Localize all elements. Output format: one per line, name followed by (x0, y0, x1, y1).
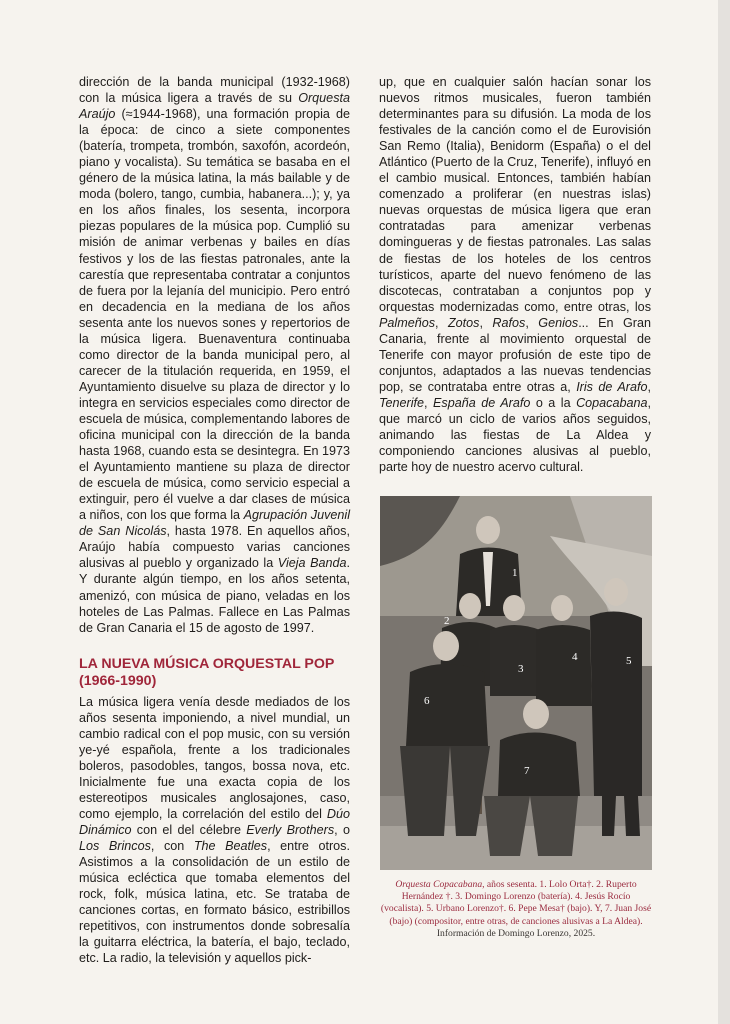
photo-number: 4 (572, 651, 578, 663)
italic-run: Rafos (492, 315, 526, 330)
caption-text: , años sesenta. 1. Lolo Orta†. 2. Ruperto Hernández †. 3. Domingo Lorenzo (batería). 4. Jesús Rocío (vocalista). 5. Urbano Lorenzo†. 6. Pepe Mesa† (bajo). Y, 7. Juan José (bajo) (compositor, entre otras, de canciones alusivas a La Aldea). (380, 879, 652, 927)
caption-credit: Información de Domingo Lorenzo, 2025. (436, 927, 596, 939)
text-run: , (424, 395, 434, 410)
photo-number: 1 (512, 567, 518, 579)
right-column (379, 74, 651, 475)
caption-title: Orquesta Copacabana (395, 879, 483, 890)
italic-run: España de Arafo (433, 395, 531, 410)
text-run: La música ligera venía desde mediados de los años sesenta imponiendo, a nivel mundial, un cambio radical con el pop music, con su versión ye-yé española, frente a los tradicionales boleros, pasodobles, tangos, bossa nova, etc. Inicialmente fue una exacta copia de los estereotipos musicales anglosajones, caso, como ejemplo, la correlación del estilo del (79, 694, 350, 821)
photo-number: 5 (626, 655, 632, 667)
italic-run: Vieja Banda (277, 556, 347, 571)
text-run: , (647, 379, 651, 394)
italic-run: Palmeños (379, 315, 436, 330)
italic-run: Genios (538, 315, 579, 330)
photo-number: 3 (518, 663, 524, 675)
page-edge (718, 0, 730, 1024)
text-run: , o (334, 823, 350, 838)
text-run: dirección de la banda municipal (1932-1968) con la música ligera a través de su (79, 75, 350, 106)
italic-run: Copacabana (576, 395, 648, 410)
text-run: , que marcó un ciclo de varios años seguidos, animando las fiestas de La Aldea y componiendo canciones alusivas al pueblo, parte hoy de nuestro acervo cultural. (379, 395, 651, 475)
text-run: , hasta 1978. En aquellos años, Araújo había compuesto varias canciones alusivas al pueblo y organizado la (79, 524, 350, 571)
italic-run: Iris de Arafo (576, 379, 648, 394)
text-run: , (435, 315, 448, 330)
paragraph-pop-music (79, 694, 350, 967)
italic-run: Zotos (447, 315, 480, 330)
italic-run: Agrupación Juvenil de San Nicolás (79, 508, 350, 539)
text-run: ... En Gran Canaria, frente al movimiento orquestal de Tenerife con mayor profusión de este tipo de conjuntos, adaptados a las nuevas tendencias pop, se contrataba entre otras a, (379, 315, 651, 394)
text-run: , entre otros. Asistimos a la consolidación de un estilo de música ecléctica que tomaba elementos del rock, folk, música latina, etc. Se trataba de canciones cortas, en formato básico, estribillos repetitivos, con instrumentos donde sobresalía la guitarra eléctrica, la batería, el bajo, teclado, etc. La radio, la televisión y aquellos pick- (79, 839, 350, 966)
text-run: con el del célebre (131, 823, 247, 838)
text-run: o a la (530, 395, 577, 410)
text-run: (≈1944-1968), una formación propia de la época: de cinco a siete componentes (batería, trompeta, trombón, saxofón, acordeón, piano y vocalista). Su temática se basaba en el género de la música latina, la más bailable y de moda (bolero, tango, cumbia, habanera...); y, ya en los años finales, los sesenta, incorpora piezas populares de la música pop. Cumplió su misión de animar verbenas y bailes en días festivos y los de las fiestas patronales, ante la carestía que representaba contratar a conjuntos de fuera por la lejanía del municipio. Pero entró en decadencia en la mediana de los años sesenta ante los nuevos sones y repertorios de la música ligera. Buenaventura continuaba como director de la banda municipal pero, al carecer de la titulación requerida, en 1959, el Ayuntamiento disuelve su plaza de director y lo integra en servicios especiales como director de escuela de música, complementando labores de oficina municipal con la dirección de la banda hasta 1968, cuando esta se desintegra. En 1973 el Ayuntamiento mantiene su plaza de director de escuela de música, como servicio especial a extinguir, pero él vuelve a dar clases de música a niños, con los que forma la (79, 107, 350, 523)
text-run: up, que en cualquier salón hacían sonar los nuevos ritmos musicales, fueron también determinantes para su difusión. La moda de los festivales de la canción como el de Eurovisión San Remo (Italia), Benidorm (España) o el del Atlántico (Puerto de la Cruz, Tenerife), influyó en el cambio musical. Entonces, también habían comenzado a proliferar (en nuestras islas) nuevas orquestas de música ligera que eran contratadas para amenizar verbenas domingueras y de fiestas patronales. Las salas de fiestas de los hoteles de los centros turísticos, aparte del nuevo fenómeno de las discotecas, contrataban a conjuntos pop y orquestas modernizadas como, entre otras, los (379, 75, 651, 314)
left-column (79, 74, 350, 966)
photo-number: 6 (424, 695, 430, 707)
italic-run: The Beatles (193, 839, 268, 854)
italic-run: Orquesta Araújo (79, 91, 350, 122)
photo-caption (380, 879, 652, 940)
text-run: , (525, 315, 539, 330)
section-heading: LA NUEVA MÚSICA ORQUESTAL POP (1966-1990) (79, 655, 335, 689)
paragraph-araujo (79, 74, 350, 636)
text-run: . Y durante algún tiempo, en los años setenta, amenizó, con música de piano, veladas en los hoteles de Las Palmas. Fallece en Las Palmas de Gran Canaria el 15 de agosto de 1997. (79, 556, 350, 635)
italic-run: Dúo Dinámico (79, 806, 350, 838)
text-run: , con (150, 839, 194, 854)
photo-number: 2 (444, 615, 450, 627)
photo-number: 7 (524, 765, 530, 777)
text-run: , (479, 315, 493, 330)
italic-run: Tenerife (379, 395, 425, 410)
band-photo (380, 496, 652, 870)
paragraph-orchestras (379, 74, 651, 475)
italic-run: Everly Brothers (246, 823, 335, 838)
italic-run: Los Brincos (79, 839, 151, 854)
